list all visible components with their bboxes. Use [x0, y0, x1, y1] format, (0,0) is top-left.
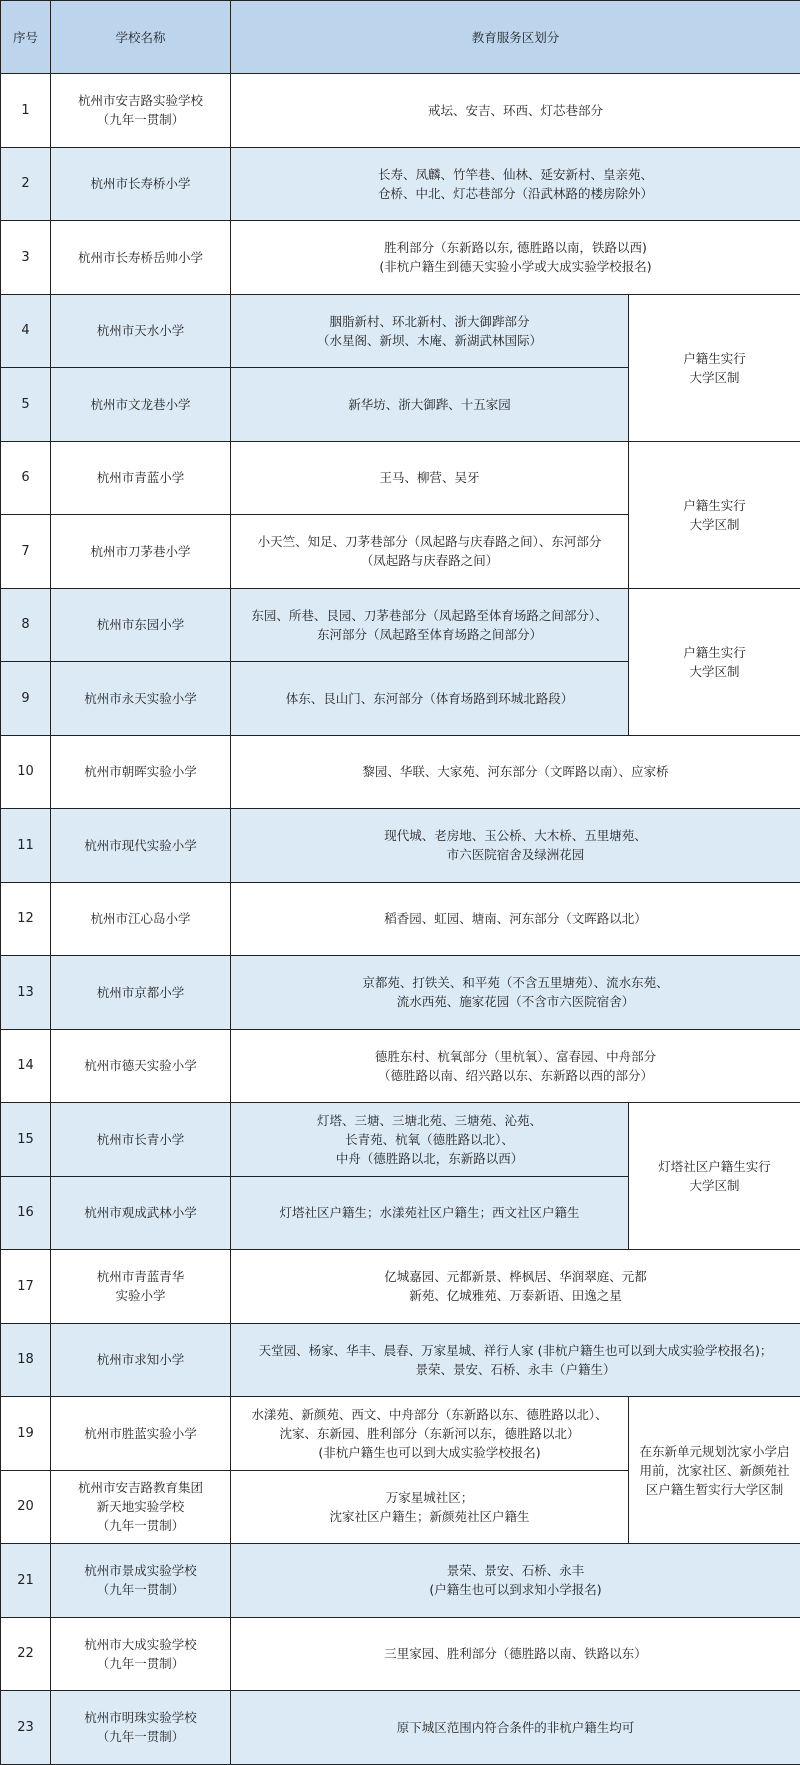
school-name: 杭州市长寿桥小学 — [51, 147, 231, 221]
service-zone: 三里家园、胜利部分（德胜路以南、铁路以东） — [231, 1617, 800, 1691]
row-index: 16 — [1, 1176, 51, 1250]
school-name: 杭州市大成实验学校 （九年一贯制） — [51, 1617, 231, 1691]
row-index: 9 — [1, 662, 51, 736]
service-zone: 胭脂新村、环北新村、浙大御跸部分 （水星阁、新坝、木庵、新湖武林国际） — [231, 294, 629, 368]
service-zone: 黎园、华联、大家苑、河东部分（文晖路以南）、应家桥 — [231, 735, 800, 809]
table-row — [1, 1103, 800, 1177]
service-zone: 景荣、景安、石桥、永丰 (户籍生也可以到求知小学报名) — [231, 1544, 800, 1618]
row-index: 8 — [1, 588, 51, 662]
header-index: 序号 — [1, 1, 51, 74]
school-name: 杭州市朝晖实验小学 — [51, 735, 231, 809]
school-name: 杭州市德天实验小学 — [51, 1029, 231, 1103]
service-zone: 体东、艮山门、东河部分（体育场路到环城北路段） — [231, 662, 629, 736]
service-zone: 戒坛、安吉、环西、灯芯巷部分 — [231, 74, 800, 148]
row-index: 15 — [1, 1103, 51, 1177]
row-index: 22 — [1, 1617, 51, 1691]
policy-note: 户籍生实行 大学区制 — [629, 588, 800, 735]
row-index: 18 — [1, 1323, 51, 1397]
header-zone: 教育服务区划分 — [231, 1, 800, 74]
table-row — [1, 956, 800, 1030]
table-row — [1, 1323, 800, 1397]
table-row — [1, 882, 800, 956]
service-zone: 灯塔社区户籍生；水漾苑社区户籍生；西文社区户籍生 — [231, 1176, 629, 1250]
table-row — [1, 1544, 800, 1618]
service-zone: 京都苑、打铁关、和平苑（不含五里塘苑）、流水东苑、 流水西苑、施家花园（不含市六医院宿舍） — [231, 956, 800, 1030]
school-name: 杭州市景成实验学校 （九年一贯制） — [51, 1544, 231, 1618]
service-zone: 灯塔、三塘、三塘北苑、三塘苑、沁苑、 长青苑、杭氧（德胜路以北）、 中舟（德胜路以北，东新路以西） — [231, 1103, 629, 1177]
header-school: 学校名称 — [51, 1, 231, 74]
row-index: 11 — [1, 809, 51, 883]
service-zone: 德胜东村、杭氧部分（里杭氧）、富春园、中舟部分 （德胜路以南、绍兴路以东、东新路以西的部分） — [231, 1029, 800, 1103]
row-index: 21 — [1, 1544, 51, 1618]
table-row — [1, 1250, 800, 1324]
row-index: 19 — [1, 1397, 51, 1471]
table-row — [1, 1397, 800, 1471]
row-index: 4 — [1, 294, 51, 368]
school-name: 杭州市观成武林小学 — [51, 1176, 231, 1250]
policy-note: 户籍生实行 大学区制 — [629, 294, 800, 441]
row-index: 2 — [1, 147, 51, 221]
policy-note: 在东新单元规划沈家小学启 用前，沈家社区、新颜苑社 区户籍生暂实行大学区制 — [629, 1397, 800, 1544]
service-zone: 小天竺、知足、刀茅巷部分（凤起路与庆春路之间）、东河部分 （凤起路与庆春路之间） — [231, 515, 629, 589]
policy-note: 灯塔社区户籍生实行 大学区制 — [629, 1103, 800, 1250]
school-name: 杭州市安吉路教育集团 新天地实验学校 （九年一贯制） — [51, 1470, 231, 1544]
school-name: 杭州市青蓝青华 实验小学 — [51, 1250, 231, 1324]
school-name: 杭州市长寿桥岳帅小学 — [51, 221, 231, 295]
table-row — [1, 735, 800, 809]
table-row — [1, 1029, 800, 1103]
table-header-row — [1, 1, 800, 74]
service-zone: 胜利部分（东新路以东, 德胜路以南，铁路以西) (非杭户籍生到德天实验小学或大成实验学校报名) — [231, 221, 800, 295]
table-row — [1, 1617, 800, 1691]
school-name: 杭州市现代实验小学 — [51, 809, 231, 883]
school-name: 杭州市文龙巷小学 — [51, 368, 231, 442]
school-name: 杭州市求知小学 — [51, 1323, 231, 1397]
table-row — [1, 294, 800, 368]
school-name: 杭州市东园小学 — [51, 588, 231, 662]
school-name: 杭州市安吉路实验学校 （九年一贯制） — [51, 74, 231, 148]
service-zone: 东园、所巷、艮园、刀茅巷部分（凤起路至体育场路之间部分）、 东河部分（凤起路至体育场路之间部分） — [231, 588, 629, 662]
school-name: 杭州市青蓝小学 — [51, 441, 231, 515]
row-index: 17 — [1, 1250, 51, 1324]
row-index: 12 — [1, 882, 51, 956]
table-row — [1, 221, 800, 295]
row-index: 14 — [1, 1029, 51, 1103]
table-row — [1, 1691, 800, 1765]
table-row — [1, 441, 800, 515]
table-row — [1, 147, 800, 221]
row-index: 7 — [1, 515, 51, 589]
policy-note: 户籍生实行 大学区制 — [629, 441, 800, 588]
school-name: 杭州市京都小学 — [51, 956, 231, 1030]
table-row — [1, 809, 800, 883]
service-zone: 亿城嘉园、元都新景、桦枫居、华润翠庭、元都 新苑、亿城雅苑、万泰新语、田逸之星 — [231, 1250, 800, 1324]
table-row — [1, 74, 800, 148]
service-zone: 万家星城社区； 沈家社区户籍生；新颜苑社区户籍生 — [231, 1470, 629, 1544]
row-index: 3 — [1, 221, 51, 295]
school-name: 杭州市永天实验小学 — [51, 662, 231, 736]
service-zone: 原下城区范围内符合条件的非杭户籍生均可 — [231, 1691, 800, 1765]
service-zone: 现代城、老房地、玉公桥、大木桥、五里塘苑、 市六医院宿舍及绿洲花园 — [231, 809, 800, 883]
row-index: 23 — [1, 1691, 51, 1765]
row-index: 13 — [1, 956, 51, 1030]
service-zone: 稻香园、虹园、塘南、河东部分（文晖路以北） — [231, 882, 800, 956]
row-index: 5 — [1, 368, 51, 442]
row-index: 1 — [1, 74, 51, 148]
school-name: 杭州市刀茅巷小学 — [51, 515, 231, 589]
school-name: 杭州市明珠实验学校 （九年一贯制） — [51, 1691, 231, 1765]
row-index: 10 — [1, 735, 51, 809]
service-zone: 王马、柳营、吴牙 — [231, 441, 629, 515]
school-name: 杭州市胜蓝实验小学 — [51, 1397, 231, 1471]
service-zone: 天堂园、杨家、华丰、晨春、万家星城、祥行人家 (非杭户籍生也可以到大成实验学校报名)； 景荣、景安、石桥、永丰（户籍生） — [231, 1323, 800, 1397]
service-zone: 长寿、凤麟、竹竿巷、仙林、延安新村、皇亲苑、 仓桥、中北、灯芯巷部分（沿武林路的楼房除外） — [231, 147, 800, 221]
service-zone: 新华坊、浙大御跸、十五家园 — [231, 368, 629, 442]
school-name: 杭州市长青小学 — [51, 1103, 231, 1177]
service-zone: 水漾苑、新颜苑、西文、中舟部分（东新路以东、德胜路以北）、 沈家、东新园、胜利部分（东新河以东，德胜路以北） (非杭户籍生也可以到大成实验学校报名) — [231, 1397, 629, 1471]
table-row — [1, 588, 800, 662]
school-name: 杭州市江心岛小学 — [51, 882, 231, 956]
row-index: 20 — [1, 1470, 51, 1544]
row-index: 6 — [1, 441, 51, 515]
school-name: 杭州市天水小学 — [51, 294, 231, 368]
